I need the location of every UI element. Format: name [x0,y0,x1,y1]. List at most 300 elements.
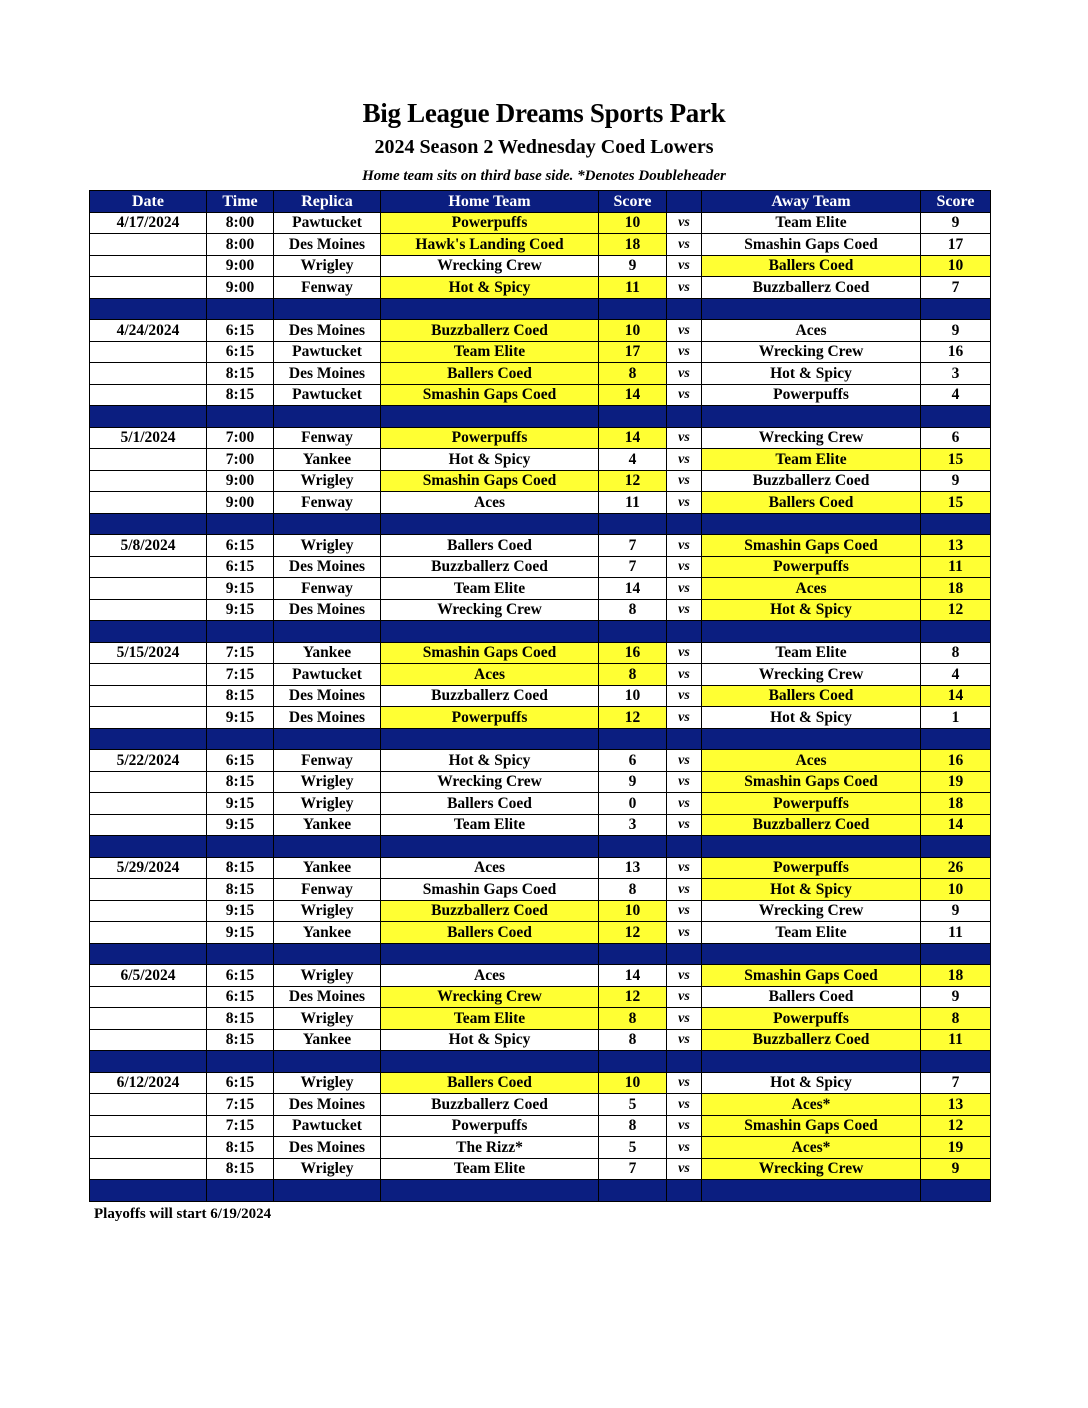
vs-cell: vs [667,599,702,621]
home-score-cell: 8 [599,599,667,621]
vs-cell: vs [667,1158,702,1180]
home-team-cell: Smashin Gaps Coed [381,642,599,664]
home-score-cell: 3 [599,814,667,836]
time-cell: 6:15 [207,341,274,363]
separator-cell [702,621,921,643]
separator-cell [207,513,274,535]
time-cell: 9:15 [207,814,274,836]
home-score-cell: 8 [599,879,667,901]
away-team-cell: Ballers Coed [702,986,921,1008]
separator-cell [207,621,274,643]
time-cell: 8:00 [207,212,274,234]
home-score-cell: 9 [599,771,667,793]
week-separator-row [90,621,991,643]
away-score-cell: 6 [921,427,991,449]
home-team-cell: Team Elite [381,341,599,363]
vs-cell: vs [667,965,702,987]
away-team-cell: Powerpuffs [702,556,921,578]
col-date-header: Date [90,191,207,213]
away-score-cell: 17 [921,234,991,256]
replica-cell: Des Moines [274,320,381,342]
separator-cell [667,621,702,643]
away-team-cell: Hot & Spicy [702,707,921,729]
separator-cell [90,943,207,965]
date-cell [90,363,207,385]
replica-cell: Fenway [274,277,381,299]
separator-cell [921,621,991,643]
home-team-cell: Ballers Coed [381,793,599,815]
replica-cell: Fenway [274,492,381,514]
separator-cell [274,621,381,643]
time-cell: 6:15 [207,535,274,557]
time-cell: 9:15 [207,599,274,621]
away-team-cell: Powerpuffs [702,1008,921,1030]
away-team-cell: Smashin Gaps Coed [702,771,921,793]
date-cell [90,900,207,922]
separator-cell [599,728,667,750]
replica-cell: Yankee [274,814,381,836]
home-score-cell: 8 [599,363,667,385]
home-team-cell: Hawk's Landing Coed [381,234,599,256]
week-separator-row [90,1051,991,1073]
date-cell [90,685,207,707]
date-cell [90,277,207,299]
replica-cell: Yankee [274,449,381,471]
home-team-cell: Team Elite [381,814,599,836]
home-score-cell: 10 [599,900,667,922]
replica-cell: Wrigley [274,1072,381,1094]
away-score-cell: 11 [921,1029,991,1051]
away-team-cell: Aces [702,578,921,600]
separator-cell [921,836,991,858]
home-score-cell: 14 [599,427,667,449]
separator-cell [921,298,991,320]
schedule-note: Home team sits on third base side. *Denotes Doubleheader [362,168,726,184]
separator-cell [667,298,702,320]
date-cell: 4/17/2024 [90,212,207,234]
vs-cell: vs [667,642,702,664]
away-team-cell: Aces [702,750,921,772]
week-separator-row [90,513,991,535]
replica-cell: Pawtucket [274,384,381,406]
home-score-cell: 17 [599,341,667,363]
away-team-cell: Wrecking Crew [702,664,921,686]
vs-cell: vs [667,234,702,256]
vs-cell: vs [667,578,702,600]
separator-cell [921,513,991,535]
table-row [90,212,991,234]
away-team-cell: Aces* [702,1137,921,1159]
table-row [90,255,991,277]
home-score-cell: 4 [599,449,667,471]
home-score-cell: 11 [599,277,667,299]
date-cell: 5/1/2024 [90,427,207,449]
time-cell: 8:15 [207,685,274,707]
separator-cell [381,836,599,858]
home-team-cell: Team Elite [381,1158,599,1180]
separator-cell [207,298,274,320]
home-score-cell: 10 [599,685,667,707]
away-score-cell: 18 [921,965,991,987]
away-score-cell: 3 [921,363,991,385]
time-cell: 9:00 [207,492,274,514]
date-cell: 5/29/2024 [90,857,207,879]
vs-cell: vs [667,857,702,879]
table-row [90,1115,991,1137]
replica-cell: Des Moines [274,234,381,256]
home-score-cell: 8 [599,1115,667,1137]
separator-cell [702,943,921,965]
home-score-cell: 7 [599,535,667,557]
col-home-score-header: Score [599,191,667,213]
home-score-cell: 5 [599,1094,667,1116]
col-home-team-header: Home Team [381,191,599,213]
home-team-cell: Powerpuffs [381,707,599,729]
separator-cell [381,298,599,320]
table-row [90,1029,991,1051]
table-row [90,879,991,901]
home-team-cell: Wrecking Crew [381,599,599,621]
table-row [90,1158,991,1180]
time-cell: 9:00 [207,255,274,277]
home-score-cell: 10 [599,212,667,234]
table-row [90,664,991,686]
separator-cell [207,943,274,965]
away-score-cell: 9 [921,320,991,342]
replica-cell: Wrigley [274,1008,381,1030]
time-cell: 8:15 [207,879,274,901]
away-score-cell: 9 [921,986,991,1008]
table-row [90,578,991,600]
date-cell [90,793,207,815]
vs-cell: vs [667,1094,702,1116]
vs-cell: vs [667,277,702,299]
week-separator-row [90,836,991,858]
replica-cell: Des Moines [274,599,381,621]
replica-cell: Wrigley [274,255,381,277]
away-score-cell: 15 [921,492,991,514]
date-cell [90,1137,207,1159]
table-row [90,642,991,664]
replica-cell: Pawtucket [274,212,381,234]
away-score-cell: 11 [921,556,991,578]
separator-cell [274,728,381,750]
separator-cell [274,836,381,858]
vs-cell: vs [667,449,702,471]
time-cell: 9:00 [207,470,274,492]
home-score-cell: 10 [599,320,667,342]
week-separator-row [90,298,991,320]
table-row [90,320,991,342]
table-row [90,449,991,471]
home-team-cell: Hot & Spicy [381,277,599,299]
vs-cell: vs [667,427,702,449]
replica-cell: Yankee [274,857,381,879]
separator-cell [274,943,381,965]
vs-cell: vs [667,986,702,1008]
table-row [90,1008,991,1030]
away-score-cell: 9 [921,900,991,922]
date-cell: 4/24/2024 [90,320,207,342]
date-cell [90,449,207,471]
time-cell: 9:15 [207,707,274,729]
away-team-cell: Wrecking Crew [702,900,921,922]
separator-cell [667,1051,702,1073]
table-row [90,857,991,879]
away-score-cell: 11 [921,922,991,944]
time-cell: 8:15 [207,1029,274,1051]
home-team-cell: Buzzballerz Coed [381,685,599,707]
separator-cell [274,298,381,320]
home-team-cell: Hot & Spicy [381,750,599,772]
header-row [90,191,991,213]
away-team-cell: Aces [702,320,921,342]
away-team-cell: Powerpuffs [702,857,921,879]
date-cell [90,879,207,901]
home-team-cell: Powerpuffs [381,427,599,449]
separator-cell [274,406,381,428]
away-score-cell: 12 [921,599,991,621]
vs-cell: vs [667,212,702,234]
away-team-cell: Aces* [702,1094,921,1116]
replica-cell: Wrigley [274,771,381,793]
away-score-cell: 14 [921,814,991,836]
separator-cell [702,406,921,428]
replica-cell: Yankee [274,642,381,664]
separator-cell [667,513,702,535]
away-score-cell: 26 [921,857,991,879]
date-cell [90,771,207,793]
table-row [90,750,991,772]
vs-cell: vs [667,492,702,514]
vs-cell: vs [667,900,702,922]
table-row [90,556,991,578]
date-cell [90,1029,207,1051]
home-score-cell: 18 [599,234,667,256]
away-score-cell: 9 [921,212,991,234]
vs-cell: vs [667,1115,702,1137]
time-cell: 7:00 [207,427,274,449]
home-score-cell: 12 [599,986,667,1008]
date-cell [90,1158,207,1180]
date-cell [90,492,207,514]
away-score-cell: 13 [921,535,991,557]
date-cell [90,578,207,600]
away-team-cell: Buzzballerz Coed [702,470,921,492]
separator-cell [599,943,667,965]
home-score-cell: 5 [599,1137,667,1159]
away-team-cell: Hot & Spicy [702,363,921,385]
vs-cell: vs [667,320,702,342]
table-row [90,771,991,793]
away-team-cell: Hot & Spicy [702,599,921,621]
date-cell [90,1008,207,1030]
away-team-cell: Team Elite [702,922,921,944]
time-cell: 6:15 [207,750,274,772]
home-score-cell: 13 [599,857,667,879]
separator-cell [702,728,921,750]
table-row [90,470,991,492]
replica-cell: Yankee [274,922,381,944]
table-row [90,707,991,729]
home-score-cell: 8 [599,664,667,686]
vs-cell: vs [667,255,702,277]
page-subtitle: 2024 Season 2 Wednesday Coed Lowers [374,136,714,158]
date-cell [90,556,207,578]
away-score-cell: 18 [921,793,991,815]
date-cell [90,664,207,686]
time-cell: 6:15 [207,556,274,578]
replica-cell: Des Moines [274,986,381,1008]
away-score-cell: 9 [921,1158,991,1180]
replica-cell: Wrigley [274,535,381,557]
table-row [90,986,991,1008]
separator-cell [667,406,702,428]
separator-cell [667,836,702,858]
vs-cell: vs [667,535,702,557]
separator-cell [599,406,667,428]
table-row [90,492,991,514]
time-cell: 9:15 [207,922,274,944]
time-cell: 8:15 [207,857,274,879]
table-row [90,685,991,707]
vs-cell: vs [667,793,702,815]
home-team-cell: Aces [381,664,599,686]
away-team-cell: Powerpuffs [702,793,921,815]
home-team-cell: Wrecking Crew [381,986,599,1008]
separator-cell [274,1180,381,1202]
vs-cell: vs [667,363,702,385]
away-team-cell: Team Elite [702,449,921,471]
away-team-cell: Team Elite [702,212,921,234]
date-cell [90,470,207,492]
home-team-cell: Smashin Gaps Coed [381,470,599,492]
away-team-cell: Ballers Coed [702,255,921,277]
home-team-cell: Aces [381,492,599,514]
separator-cell [90,836,207,858]
replica-cell: Des Moines [274,363,381,385]
separator-cell [599,513,667,535]
home-team-cell: Smashin Gaps Coed [381,879,599,901]
time-cell: 6:15 [207,1072,274,1094]
separator-cell [667,1180,702,1202]
table-row [90,363,991,385]
separator-cell [599,1180,667,1202]
away-score-cell: 16 [921,341,991,363]
table-row [90,599,991,621]
away-team-cell: Smashin Gaps Coed [702,535,921,557]
away-team-cell: Powerpuffs [702,384,921,406]
separator-cell [381,406,599,428]
date-cell [90,599,207,621]
away-score-cell: 12 [921,1115,991,1137]
home-team-cell: Buzzballerz Coed [381,320,599,342]
replica-cell: Wrigley [274,793,381,815]
table-row [90,793,991,815]
home-score-cell: 12 [599,922,667,944]
vs-cell: vs [667,814,702,836]
separator-cell [207,1180,274,1202]
separator-cell [207,728,274,750]
home-team-cell: Hot & Spicy [381,1029,599,1051]
time-cell: 8:15 [207,771,274,793]
away-score-cell: 14 [921,685,991,707]
date-cell: 5/22/2024 [90,750,207,772]
away-score-cell: 13 [921,1094,991,1116]
time-cell: 9:15 [207,900,274,922]
vs-cell: vs [667,750,702,772]
time-cell: 7:15 [207,1094,274,1116]
separator-cell [381,1180,599,1202]
away-score-cell: 8 [921,642,991,664]
schedule-body [90,212,991,1201]
away-team-cell: Wrecking Crew [702,341,921,363]
time-cell: 9:00 [207,277,274,299]
home-team-cell: Ballers Coed [381,363,599,385]
separator-cell [702,513,921,535]
col-away-team-header: Away Team [702,191,921,213]
away-team-cell: Buzzballerz Coed [702,277,921,299]
home-score-cell: 8 [599,1029,667,1051]
date-cell [90,1115,207,1137]
vs-cell: vs [667,1029,702,1051]
vs-cell: vs [667,771,702,793]
time-cell: 9:15 [207,578,274,600]
time-cell: 6:15 [207,320,274,342]
time-cell: 7:15 [207,1115,274,1137]
home-score-cell: 6 [599,750,667,772]
table-row [90,1094,991,1116]
vs-cell: vs [667,664,702,686]
vs-cell: vs [667,470,702,492]
separator-cell [90,1051,207,1073]
home-score-cell: 7 [599,1158,667,1180]
separator-cell [599,298,667,320]
away-score-cell: 9 [921,470,991,492]
away-score-cell: 4 [921,384,991,406]
replica-cell: Des Moines [274,707,381,729]
date-cell [90,922,207,944]
separator-cell [274,1051,381,1073]
away-team-cell: Smashin Gaps Coed [702,1115,921,1137]
time-cell: 8:15 [207,363,274,385]
separator-cell [702,1180,921,1202]
vs-cell: vs [667,556,702,578]
away-team-cell: Buzzballerz Coed [702,814,921,836]
separator-cell [702,836,921,858]
replica-cell: Pawtucket [274,1115,381,1137]
away-score-cell: 10 [921,879,991,901]
separator-cell [381,621,599,643]
separator-cell [702,298,921,320]
separator-cell [90,621,207,643]
home-team-cell: Ballers Coed [381,922,599,944]
away-score-cell: 19 [921,1137,991,1159]
vs-cell: vs [667,685,702,707]
date-cell [90,255,207,277]
home-team-cell: Hot & Spicy [381,449,599,471]
vs-cell: vs [667,1008,702,1030]
date-cell [90,814,207,836]
separator-cell [90,513,207,535]
replica-cell: Yankee [274,1029,381,1051]
separator-cell [921,728,991,750]
vs-cell: vs [667,384,702,406]
table-row [90,341,991,363]
separator-cell [90,1180,207,1202]
week-separator-row [90,1180,991,1202]
table-row [90,814,991,836]
